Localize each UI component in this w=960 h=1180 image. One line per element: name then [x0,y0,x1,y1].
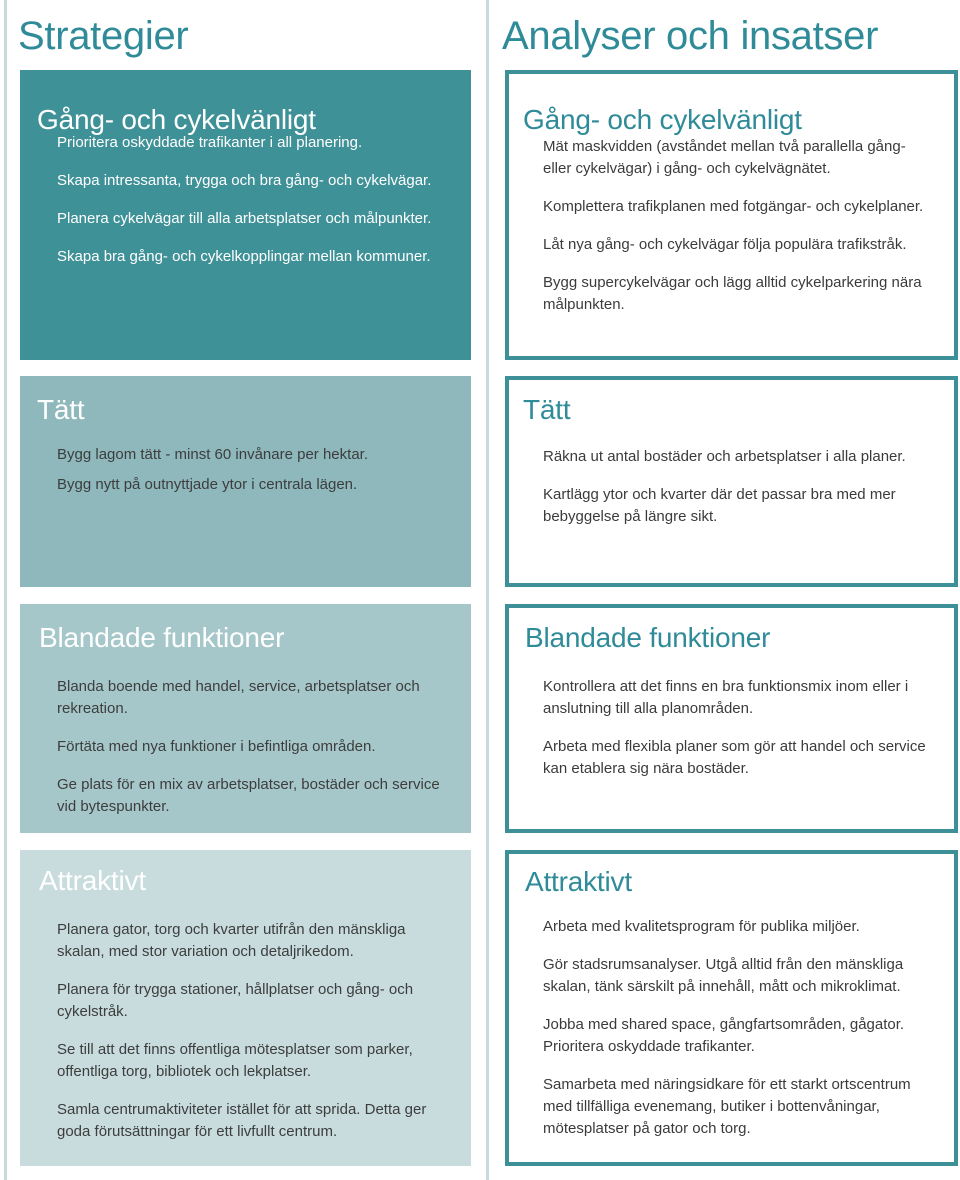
analysis-list [525,676,938,780]
panel-heading: Attraktivt [525,866,632,897]
list-item: Planera för trygga stationer, hållplatser och gång- och cykelstråk. [57,981,414,1020]
analysis-panel-walk-cycle [505,70,958,360]
analysis-list [523,136,938,316]
strategy-panel-mixed-functions [20,604,471,833]
list-item: Kartlägg ytor och kvarter där det passar bra med mer bebyggelse på längre sikt. [543,486,896,525]
strategies-column-title: Strategier [18,14,189,58]
list-item: Låt nya gång- och cykelvägar följa populära trafikstråk. [543,236,907,253]
list-item: Se till att det finns offentliga mötesplatser som parker, offentliga torg, bibliotek och lekplatser. [57,1041,413,1080]
list-item: Samarbeta med näringsidkare för ett starkt ortscentrum med tillfälliga evenemang, butiker i bottenvåningar, mötesplatser på gator och torg. [543,1076,911,1137]
analysis-list [523,446,938,528]
panel-heading: Blandade funktioner [525,622,771,653]
list-item: Bygg nytt på outnyttjade ytor i centrala lägen. [57,476,358,493]
analysis-list [525,916,938,1140]
strategy-panel-attractive [20,850,471,1166]
list-item: Jobba med shared space, gångfartsområden, gågator. Prioritera oskyddade trafikanter. [543,1016,905,1055]
panel-heading: Attraktivt [39,865,146,896]
list-item: Blanda boende med handel, service, arbetsplatser och rekreation. [57,678,420,717]
strategy-panel-walk-cycle [20,70,471,360]
list-item: Mät maskvidden (avståndet mellan två parallella gång- eller cykelvägar) i gång- och cykelvägnätet. [543,138,906,177]
list-item: Arbeta med flexibla planer som gör att handel och service kan etablera sig nära bostäder. [543,738,926,777]
panel-heading: Blandade funktioner [39,622,285,653]
list-item: Förtäta med nya funktioner i befintliga områden. [57,738,376,755]
panel-heading: Tätt [523,394,571,425]
panel-heading: Gång- och cykelvänligt [523,104,802,135]
panel-heading: Gång- och cykelvänligt [37,104,316,135]
list-item: Bygg lagom tätt - minst 60 invånare per hektar. [57,446,368,463]
analysis-panel-mixed-functions [505,604,958,833]
panel-heading: Tätt [37,394,85,425]
analysis-panel-dense [505,376,958,587]
list-item: Ge plats för en mix av arbetsplatser, bostäder och service vid bytespunkter. [57,776,440,815]
left-margin-rule [4,0,7,1180]
analysis-panel-attractive [505,850,958,1166]
list-item: Gör stadsrumsanalyser. Utgå alltid från den mänskliga skalan, tänk särskilt på innehåll, mått och mikroklimat. [543,956,904,995]
list-item: Skapa bra gång- och cykelkopplingar mellan kommuner. [57,248,431,265]
strategy-list [39,919,455,1143]
list-item: Arbeta med kvalitetsprogram för publika miljöer. [543,918,860,935]
list-item: Planera gator, torg och kvarter utifrån den mänskliga skalan, med stor variation och detaljrikedom. [57,921,406,960]
list-item: Bygg supercykelvägar och lägg alltid cykelparkering nära målpunkten. [543,274,922,313]
list-item: Prioritera oskyddade trafikanter i all planering. [57,134,363,151]
list-item: Planera cykelvägar till alla arbetsplatser och målpunkter. [57,210,432,227]
analyses-column-title: Analyser och insatser [502,14,879,58]
list-item: Räkna ut antal bostäder och arbetsplatser i alla planer. [543,448,906,465]
strategy-panel-dense [20,376,471,587]
column-divider [486,0,489,1180]
list-item: Skapa intressanta, trygga och bra gång- och cykelvägar. [57,172,432,189]
strategy-list [39,676,455,818]
list-item: Komplettera trafikplanen med fotgängar- och cykelplaner. [543,198,924,215]
list-item: Kontrollera att det finns en bra funktionsmix inom eller i anslutning till alla planområden. [543,678,909,717]
strategy-list [37,444,455,496]
strategy-list [37,132,455,268]
list-item: Samla centrumaktiviteter istället för att sprida. Detta ger goda förutsättningar för ett livfullt centrum. [57,1101,427,1140]
